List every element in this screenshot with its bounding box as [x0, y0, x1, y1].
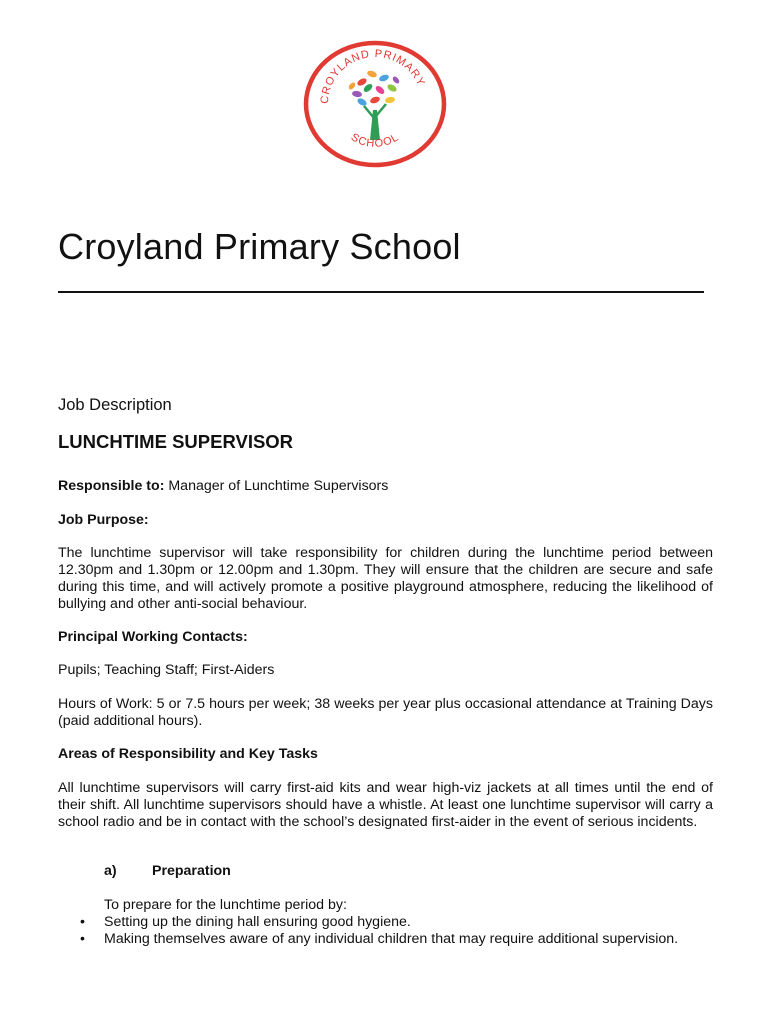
svg-text:SCHOOL: SCHOOL — [348, 131, 402, 151]
section-a-marker: a) — [104, 863, 117, 879]
job-purpose-text: The lunchtime supervisor will take responsibility for children during the lunchtime period between 12.30pm and 1.30pm or 12.00pm and 1.30pm. They will ensure that the children are secure and safe during this time, and will actively promote a positive playground atmosphere, reducing the likelihood of bullying and other anti-social behaviour. — [58, 545, 713, 612]
bullet-icon: • — [80, 914, 85, 930]
job-purpose-heading: Job Purpose: — [58, 512, 149, 528]
list-item: • Making themselves aware of any individual children that may require additional supervision. — [80, 931, 679, 947]
contacts-heading: Principal Working Contacts: — [58, 629, 248, 645]
bullet-icon: • — [80, 931, 85, 947]
job-title: LUNCHTIME SUPERVISOR — [58, 431, 294, 452]
contacts-text: Pupils; Teaching Staff; First-Aiders — [58, 662, 275, 678]
section-a-heading — [104, 863, 231, 879]
areas-heading: Areas of Responsibility and Key Tasks — [58, 746, 318, 762]
areas-text: All lunchtime supervisors will carry first-aid kits and wear high-viz jackets at all times until the end of their shift. All lunchtime supervisors should have a whistle. At least one lunchtime supervisor will carry a school radio and be in contact with the school’s designated first-aider in the event of serious incidents. — [58, 780, 713, 830]
title-divider — [58, 291, 704, 293]
section-a-bullet-list — [80, 914, 713, 948]
school-name-heading: Croyland Primary School — [58, 226, 461, 267]
document-type: Job Description — [58, 396, 172, 414]
responsible-to-label: Responsible to: — [58, 478, 165, 494]
school-crest-tree-icon — [302, 40, 448, 168]
hours-of-work-text: Hours of Work: 5 or 7.5 hours per week; 38 weeks per year plus occasional attendance at Training Days (paid additional hours). — [58, 696, 713, 729]
responsible-to-value: Manager of Lunchtime Supervisors — [164, 478, 389, 494]
list-item: • Setting up the dining hall ensuring good hygiene. — [80, 914, 411, 930]
school-logo — [302, 40, 448, 168]
section-a-intro: To prepare for the lunchtime period by: — [104, 897, 347, 913]
svg-text:CROYLAND PRIMARY: CROYLAND PRIMARY — [318, 47, 428, 105]
responsible-to-line — [58, 478, 713, 495]
section-a-title: Preparation — [152, 863, 231, 879]
